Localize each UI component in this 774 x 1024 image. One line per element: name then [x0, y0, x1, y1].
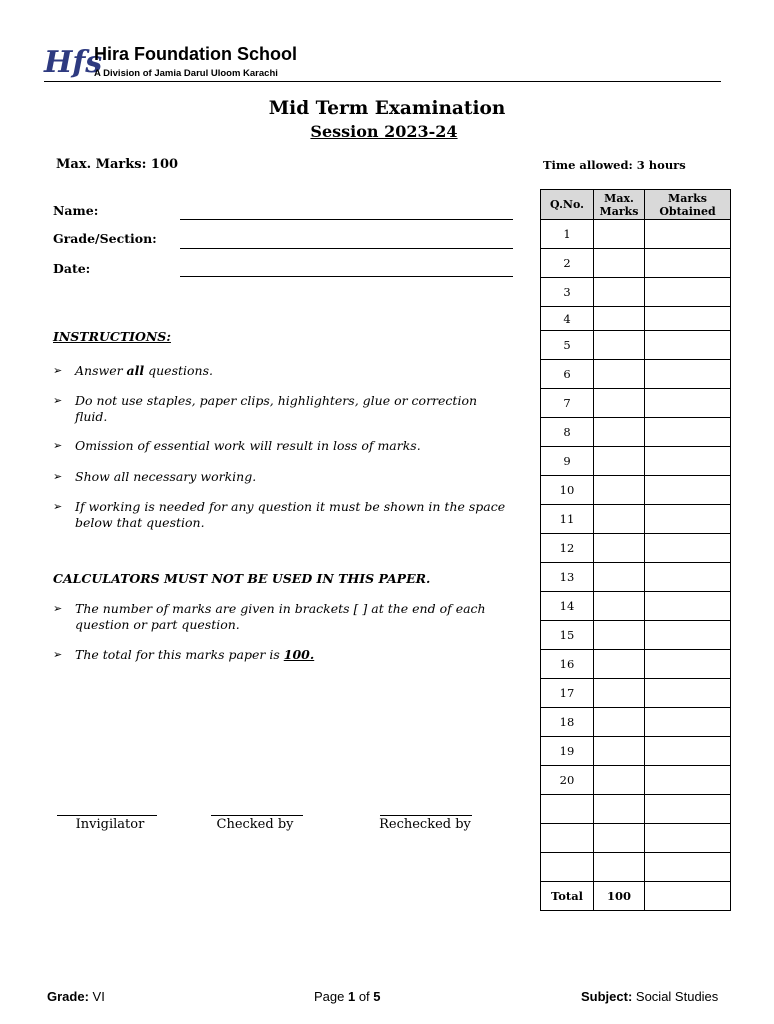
max-marks-cell [594, 824, 645, 853]
marks-obtained-cell[interactable] [645, 220, 731, 249]
max-marks-cell [594, 418, 645, 447]
max-marks-cell [594, 621, 645, 650]
max-marks-cell [594, 360, 645, 389]
qno-cell: 20 [541, 766, 594, 795]
qno-cell [541, 853, 594, 882]
table-row [541, 592, 731, 621]
instruction-item: ➢ Omission of essential work will result in loss of marks. [53, 438, 421, 453]
total-marks-value: 100. [283, 647, 315, 662]
table-row [541, 737, 731, 766]
invigilator-label: Invigilator [75, 817, 145, 832]
max-marks-cell [594, 563, 645, 592]
header-divider [44, 81, 721, 82]
qno-cell: 14 [541, 592, 594, 621]
max-marks-cell [594, 389, 645, 418]
logo-text: Hfs [44, 45, 103, 80]
school-name: Hira Foundation School [94, 44, 297, 64]
max-marks-cell [594, 505, 645, 534]
bullet-arrow-icon: ➢ [53, 602, 63, 615]
marks-obtained-cell[interactable] [645, 824, 731, 853]
marks-obtained-cell[interactable] [645, 650, 731, 679]
qno-cell: 4 [541, 307, 594, 331]
marks-obtained-cell[interactable] [645, 737, 731, 766]
col-header-max-marks: Max. Marks [594, 190, 645, 220]
table-row [541, 534, 731, 563]
max-marks-cell [594, 737, 645, 766]
table-row [541, 389, 731, 418]
bullet-arrow-icon: ➢ [53, 364, 63, 377]
footer-grade: Grade: VI [47, 989, 105, 1004]
qno-cell: 7 [541, 389, 594, 418]
total-obtained-cell[interactable] [645, 882, 731, 911]
marks-obtained-cell[interactable] [645, 679, 731, 708]
marks-obtained-cell[interactable] [645, 418, 731, 447]
table-row [541, 824, 731, 853]
max-marks-cell [594, 679, 645, 708]
marks-obtained-cell[interactable] [645, 307, 731, 331]
qno-cell: 19 [541, 737, 594, 766]
qno-cell: 11 [541, 505, 594, 534]
exam-title: Mid Term Examination [268, 98, 506, 119]
grade-section-field[interactable] [180, 248, 513, 249]
calculator-warning: CALCULATORS MUST NOT BE USED IN THIS PAPER. [53, 571, 431, 586]
instruction-item: ➢ Do not use staples, paper clips, highlighters, glue or correction fluid. [53, 393, 478, 424]
school-subtitle: A Division of Jamia Darul Uloom Karachi [94, 68, 278, 79]
name-label: Name: [53, 203, 99, 218]
col-header-marks-obtained: Marks Obtained [645, 190, 731, 220]
max-marks-cell [594, 650, 645, 679]
max-marks-cell [594, 795, 645, 824]
table-row [541, 708, 731, 737]
marks-obtained-cell[interactable] [645, 592, 731, 621]
qno-cell: 17 [541, 679, 594, 708]
instruction-item: ➢ Answer all questions. [53, 363, 213, 378]
max-marks-cell [594, 331, 645, 360]
marks-obtained-cell[interactable] [645, 708, 731, 737]
table-row [541, 418, 731, 447]
table-row [541, 679, 731, 708]
qno-cell: 18 [541, 708, 594, 737]
max-marks-cell [594, 592, 645, 621]
marks-obtained-cell[interactable] [645, 360, 731, 389]
qno-cell: 6 [541, 360, 594, 389]
school-logo [44, 42, 103, 80]
table-row [541, 249, 731, 278]
invigilator-signature-line[interactable] [57, 815, 157, 816]
max-marks-cell [594, 476, 645, 505]
table-row [541, 505, 731, 534]
rechecked-by-signature-line[interactable] [380, 815, 472, 816]
grade-section-label: Grade/Section: [53, 231, 157, 246]
name-field[interactable] [180, 219, 513, 220]
table-row [541, 220, 731, 249]
bullet-arrow-icon: ➢ [53, 648, 63, 661]
marks-obtained-cell[interactable] [645, 505, 731, 534]
marks-obtained-cell[interactable] [645, 563, 731, 592]
qno-cell: 13 [541, 563, 594, 592]
total-max-cell: 100 [594, 882, 645, 911]
date-label: Date: [53, 261, 91, 276]
checked-by-label: Checked by [216, 817, 294, 832]
instruction-item: ➢ Show all necessary working. [53, 469, 257, 484]
max-marks-cell [594, 447, 645, 476]
table-row [541, 447, 731, 476]
total-label-cell: Total [541, 882, 594, 911]
marks-obtained-cell[interactable] [645, 476, 731, 505]
max-marks-cell [594, 220, 645, 249]
table-row [541, 563, 731, 592]
bullet-arrow-icon: ➢ [53, 439, 63, 452]
marks-obtained-cell[interactable] [645, 389, 731, 418]
max-marks-cell [594, 249, 645, 278]
date-field[interactable] [180, 276, 513, 277]
bullet-arrow-icon: ➢ [53, 394, 63, 407]
table-row [541, 476, 731, 505]
max-marks-cell [594, 766, 645, 795]
marks-table [540, 189, 731, 911]
qno-cell: 10 [541, 476, 594, 505]
marks-obtained-cell[interactable] [645, 853, 731, 882]
instruction-item: ➢ If working is needed for any question it must be shown in the space below that question. [53, 499, 506, 530]
bullet-arrow-icon: ➢ [53, 500, 63, 513]
instruction-item: ➢ The number of marks are given in brackets [ ] at the end of each question or part question. [53, 601, 486, 632]
checked-by-signature-line[interactable] [211, 815, 303, 816]
table-row [541, 621, 731, 650]
table-header-row [541, 190, 731, 220]
qno-cell: 8 [541, 418, 594, 447]
instruction-item: ➢ The total for this marks paper is 100. [53, 647, 315, 662]
qno-cell: 2 [541, 249, 594, 278]
qno-cell [541, 795, 594, 824]
marks-obtained-cell[interactable] [645, 447, 731, 476]
max-marks-cell [594, 534, 645, 563]
max-marks-cell [594, 307, 645, 331]
marks-obtained-cell[interactable] [645, 766, 731, 795]
table-row [541, 278, 731, 307]
max-marks-cell [594, 278, 645, 307]
qno-cell: 9 [541, 447, 594, 476]
qno-cell [541, 824, 594, 853]
qno-cell: 5 [541, 331, 594, 360]
total-row [541, 882, 731, 911]
footer-subject: Subject: Social Studies [581, 989, 719, 1004]
table-row [541, 360, 731, 389]
table-row [541, 853, 731, 882]
qno-cell: 12 [541, 534, 594, 563]
table-row [541, 766, 731, 795]
footer-page-number: Page 1 of 5 [314, 989, 381, 1004]
max-marks: Max. Marks: 100 [56, 157, 179, 172]
marks-obtained-cell[interactable] [645, 795, 731, 824]
table-row [541, 307, 731, 331]
qno-cell: 3 [541, 278, 594, 307]
marks-obtained-cell[interactable] [645, 534, 731, 563]
table-row [541, 650, 731, 679]
marks-obtained-cell[interactable] [645, 249, 731, 278]
instructions-heading: INSTRUCTIONS: [53, 329, 171, 344]
max-marks-cell [594, 708, 645, 737]
table-row [541, 795, 731, 824]
max-marks-cell [594, 853, 645, 882]
qno-cell: 15 [541, 621, 594, 650]
col-header-qno: Q.No. [541, 190, 594, 220]
marks-obtained-cell[interactable] [645, 278, 731, 307]
marks-obtained-cell[interactable] [645, 621, 731, 650]
table-row [541, 331, 731, 360]
session-line [0, 122, 768, 141]
qno-cell: 1 [541, 220, 594, 249]
rechecked-by-label: Rechecked by [379, 817, 471, 832]
session-text: Session 2023-24 [310, 122, 458, 141]
bullet-arrow-icon: ➢ [53, 470, 63, 483]
marks-obtained-cell[interactable] [645, 331, 731, 360]
time-allowed: Time allowed: 3 hours [543, 158, 686, 172]
qno-cell: 16 [541, 650, 594, 679]
